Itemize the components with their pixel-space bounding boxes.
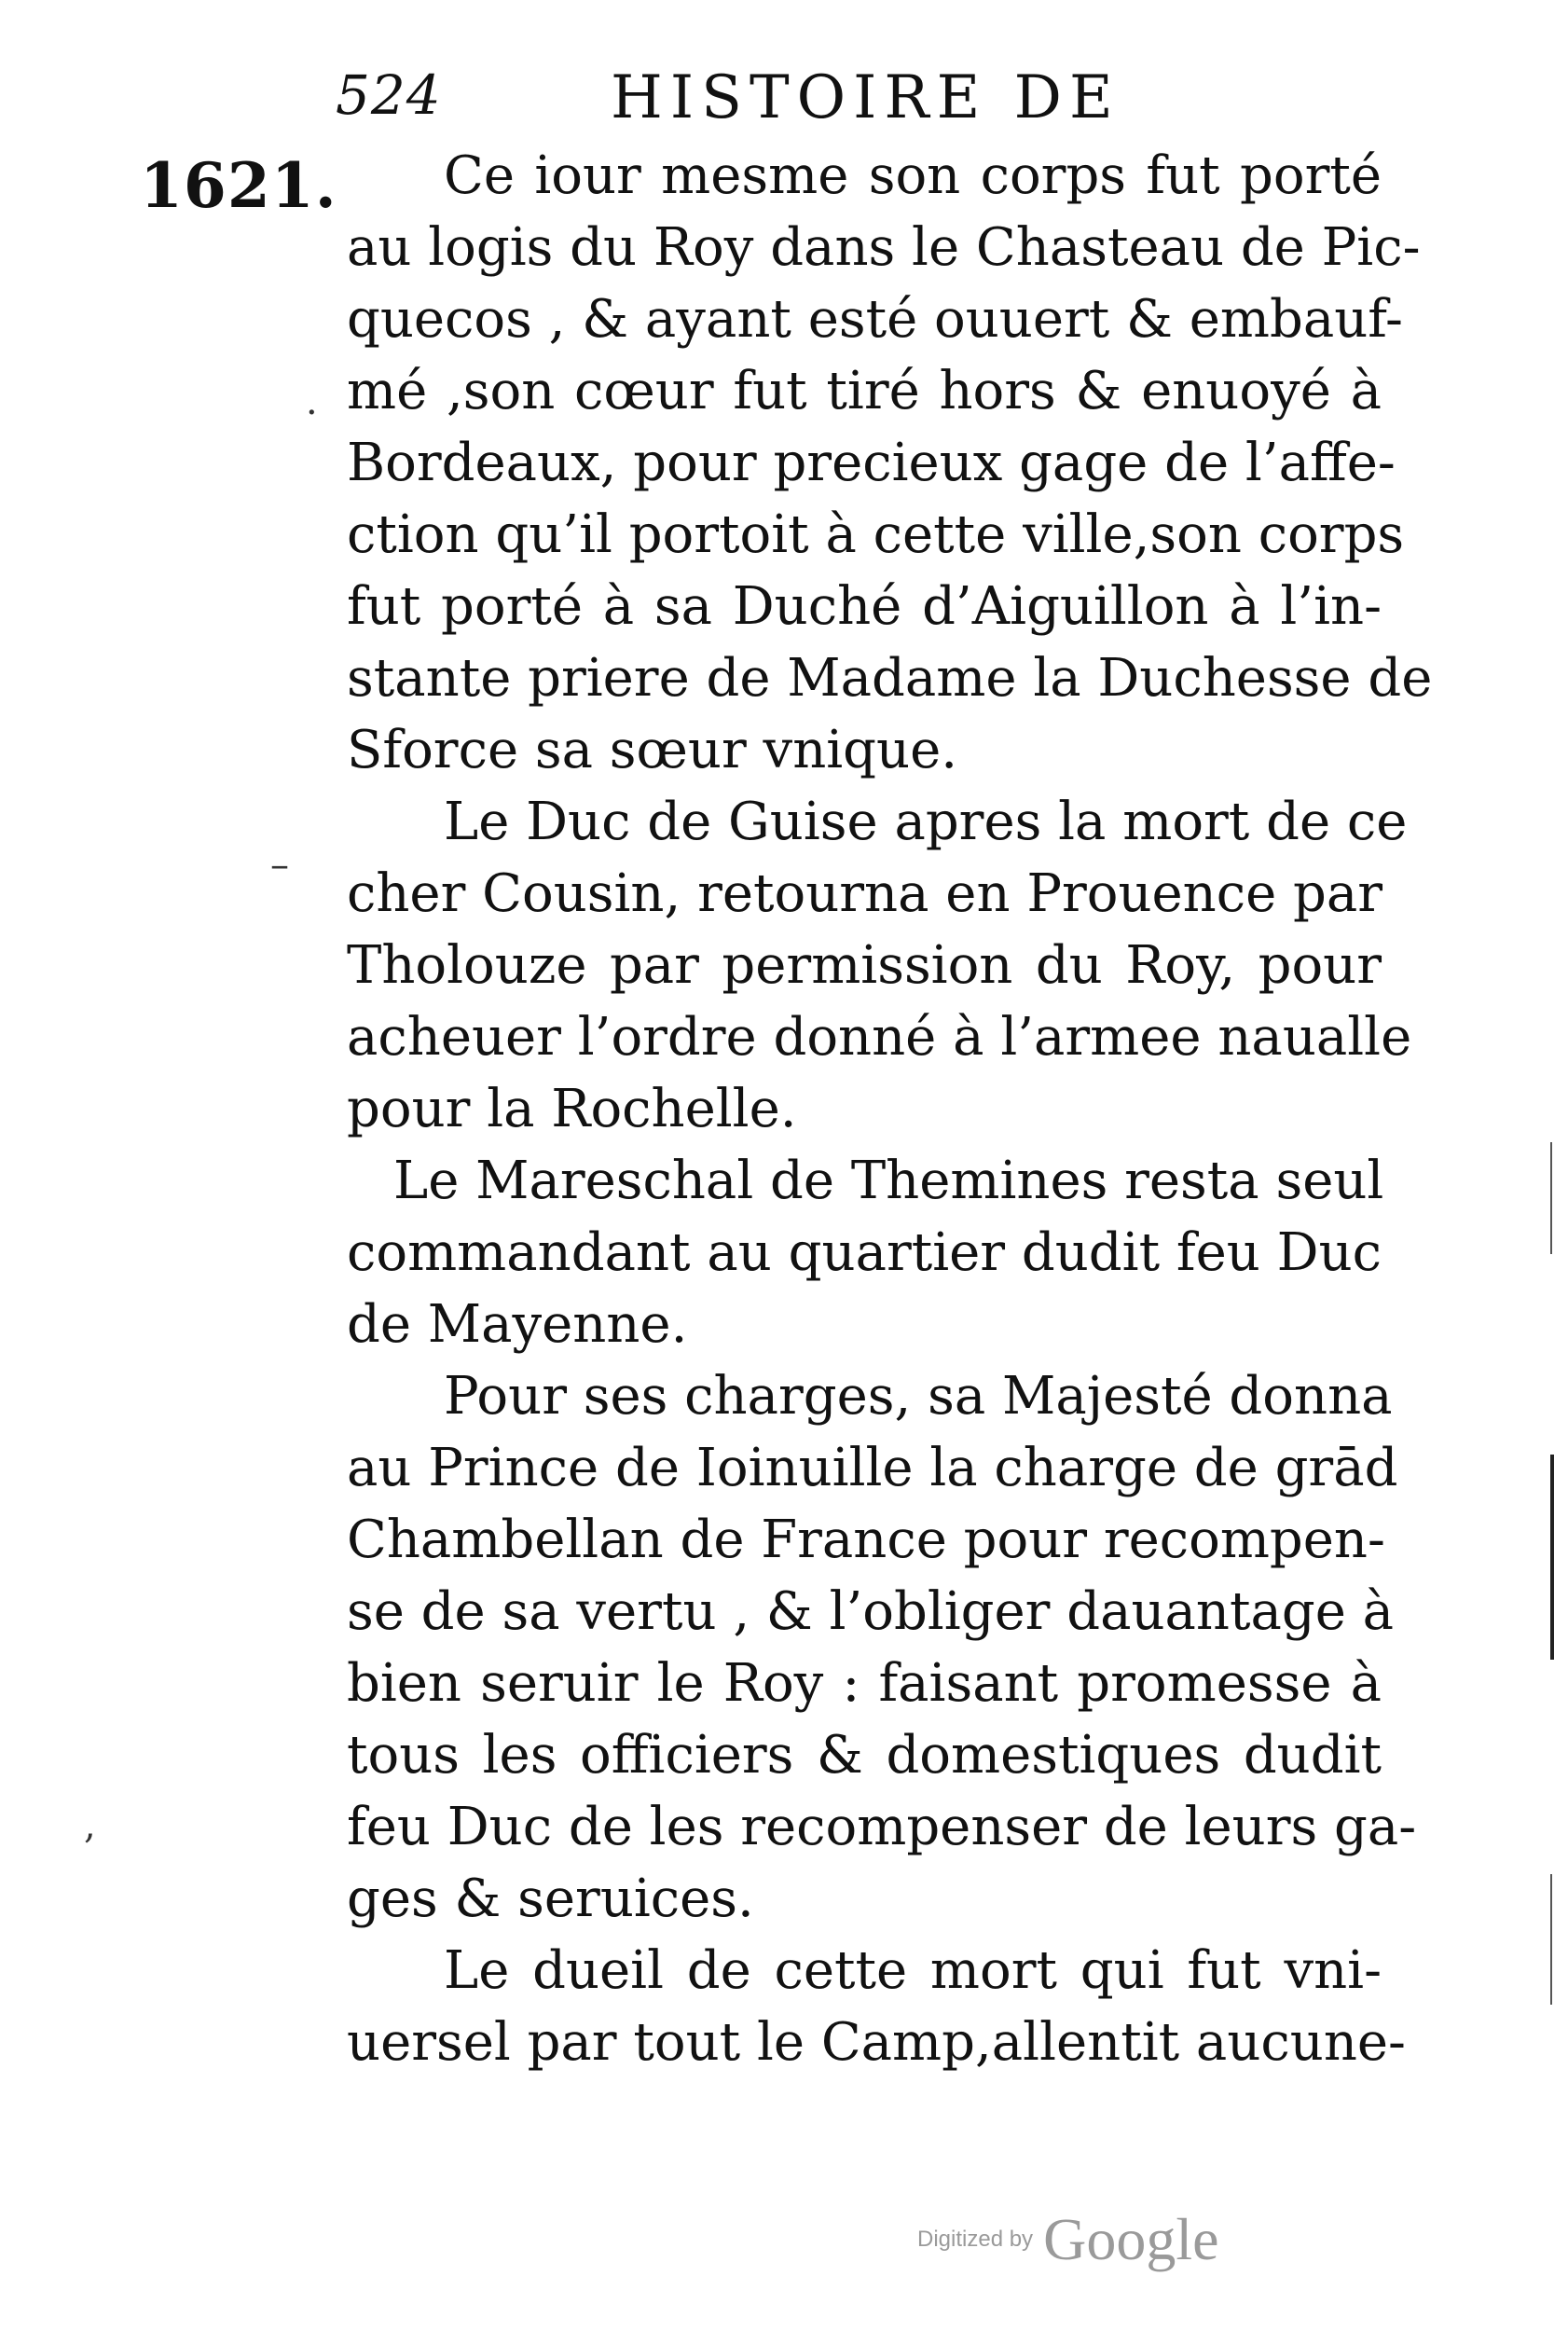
text-line: Sforce sa sœur vnique. <box>347 720 958 780</box>
text-line: Le dueil de cette mort qui fut vni- <box>444 1940 1382 2001</box>
text-line: commandant au quartier dudit feu Duc <box>347 1222 1382 1283</box>
text-line: ges & seruices. <box>347 1869 754 1929</box>
digitized-watermark <box>917 2205 1219 2274</box>
running-head <box>336 63 1119 147</box>
page-edge-line <box>1550 1455 1554 1660</box>
body-text <box>347 140 1433 2078</box>
margin-dot-mark: , <box>84 1804 96 1847</box>
page-edge-line <box>1550 1142 1552 1254</box>
watermark-prefix: Digitized by <box>917 2227 1034 2252</box>
margin-dash-mark: – <box>270 844 289 887</box>
text-line: ction qu’il portoit à cette ville,son corps <box>347 504 1405 565</box>
google-logo: Google <box>1043 2206 1219 2272</box>
text-line: acheuer l’ordre donné à l’armee naualle <box>347 1007 1412 1068</box>
text-line: feu Duc de les recompenser de leurs ga- <box>347 1797 1417 1857</box>
text-line: fut porté à sa Duché d’Aiguillon à l’in- <box>347 576 1382 637</box>
text-line: Pour ses charges, sa Majesté donna <box>444 1366 1393 1427</box>
text-line: Chambellan de France pour recompen- <box>347 1510 1385 1570</box>
text-line: Bordeaux, pour precieux gage de l’affe- <box>347 433 1396 493</box>
page-number: 524 <box>336 63 442 127</box>
text-line: quecos , & ayant esté ouuert & embauf- <box>347 289 1403 350</box>
running-title: HISTOIRE DE <box>611 63 1121 132</box>
text-line: cher Cousin, retourna en Prouence par <box>347 863 1383 924</box>
text-line: Tholouze par permission du Roy, pour <box>347 935 1382 996</box>
text-line: de Mayenne. <box>347 1294 688 1355</box>
text-line: stante priere de Madame la Duchesse de <box>347 648 1433 709</box>
text-line: se de sa vertu , & l’obliger dauantage à <box>347 1581 1395 1642</box>
text-line: uersel par tout le Camp,allentit aucune- <box>347 2012 1406 2073</box>
text-line: tous les officiers & domestiques dudit <box>347 1725 1382 1786</box>
text-line: au logis du Roy dans le Chasteau de Pic- <box>347 217 1421 278</box>
margin-dot-mark: · <box>306 392 318 434</box>
margin-year: 1621. <box>140 149 337 222</box>
text-line: Le Mareschal de Themines resta seul <box>393 1151 1384 1211</box>
text-line: Ce iour mesme son corps fut porté <box>444 145 1382 206</box>
text-line: mé ,son cœur fut tiré hors & enuoyé à <box>347 361 1382 421</box>
text-line: au Prince de Ioinuille la charge de grād <box>347 1438 1398 1498</box>
text-line: pour la Rochelle. <box>347 1079 797 1139</box>
text-line: Le Duc de Guise apres la mort de ce <box>444 792 1408 852</box>
page-edge-line <box>1550 1874 1552 2005</box>
text-line: bien seruir le Roy : faisant promesse à <box>347 1653 1382 1714</box>
